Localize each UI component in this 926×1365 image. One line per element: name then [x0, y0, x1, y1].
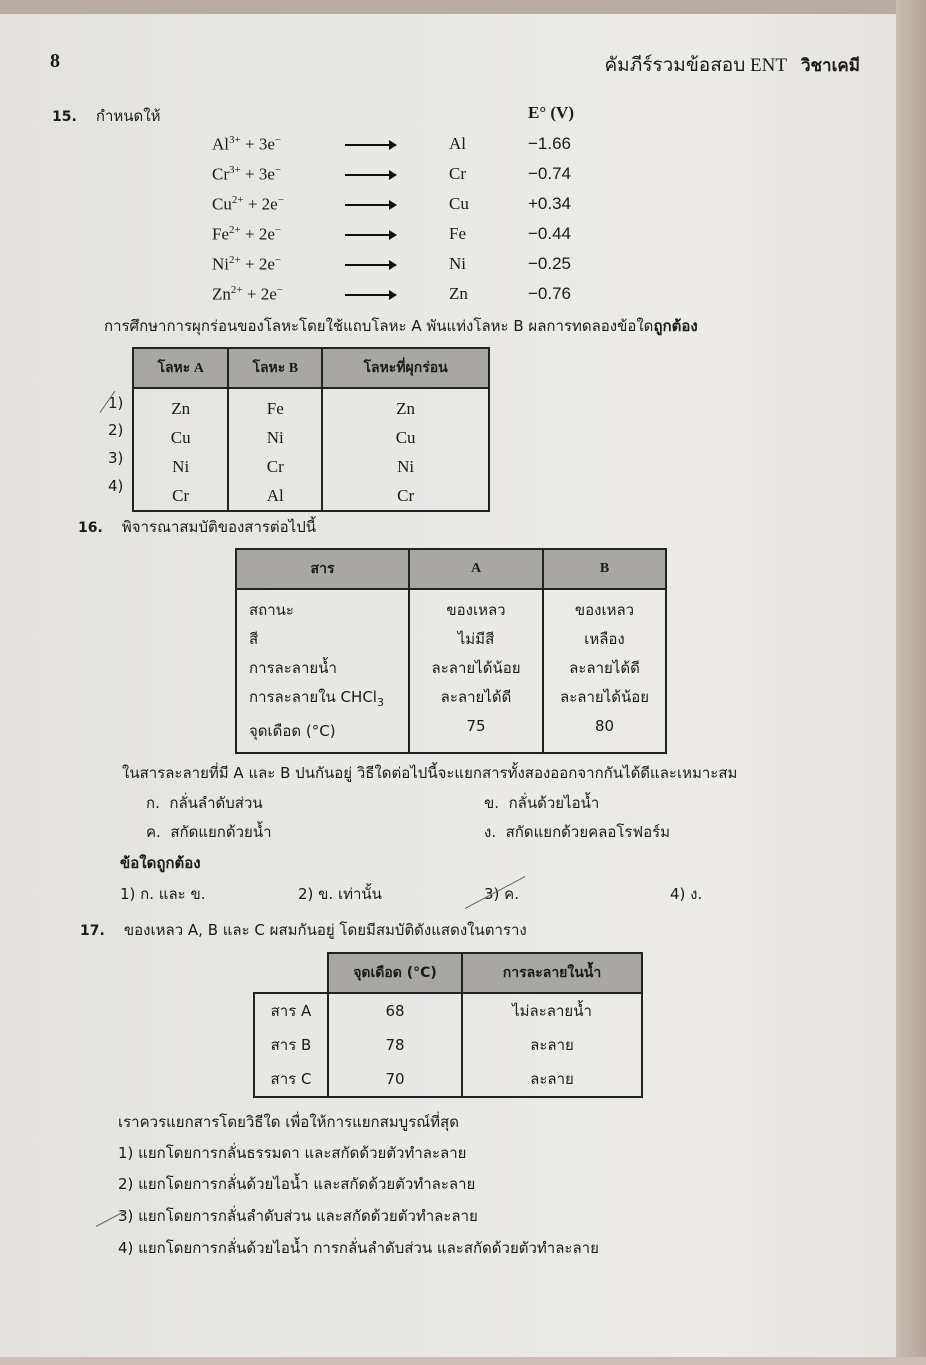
properties-table: [235, 548, 667, 754]
table-row: Zn Fe Zn: [133, 388, 489, 423]
choice-item[interactable]: 3) ค.: [484, 885, 519, 903]
choice-item[interactable]: 3) แยกโดยการกลั่นลำดับส่วน และสกัดด้วยตัวทำละลาย: [118, 1207, 478, 1225]
corrosion-table: [132, 347, 490, 512]
reaction-row: $Zn^{2+} + 2e^-$ Zn −0.76: [212, 284, 572, 304]
question-15-text: การศึกษาการผุกร่อนของโลหะโดยใช้แถบโลหะ A พันแท่งโลหะ B ผลการทดลองข้อใดถูกต้อง: [104, 317, 698, 335]
column-header: โลหะ A: [133, 348, 228, 388]
arrow-right-icon: [345, 294, 395, 296]
question-17-text: เราควรแยกสารโดยวิธีใด เพื่อให้การแยกสมบูรณ์ที่สุด: [118, 1113, 459, 1131]
question-16-prompt: ข้อใดถูกต้อง: [120, 854, 201, 872]
page-edge-bottom: [0, 1357, 926, 1365]
table-row: Cu Ni Cu: [133, 423, 489, 452]
table-row: สาร A 68 ไม่ละลายน้ำ: [254, 993, 642, 1028]
e0-column-header: E° (V): [528, 103, 574, 122]
question-lead: กำหนดให้: [95, 107, 161, 125]
choice-label[interactable]: 3): [108, 449, 124, 467]
statement-item: ค. สกัดแยกด้วยน้ำ: [146, 823, 272, 841]
question-number: 16.: [78, 520, 103, 536]
question-number: 15.: [52, 109, 77, 125]
substance-a-values: ของเหลว ไม่มีสี ละลายได้น้อย ละลายได้ดี 75: [409, 589, 543, 753]
column-header: A: [409, 549, 543, 589]
question-16-text: ในสารละลายที่มี A และ B ปนกันอยู่ วิธีใดต่อไปนี้จะแยกสารทั้งสองออกจากกันได้ดีและเหมาะสม: [122, 764, 738, 782]
subject-label: วิชาเคมี: [800, 56, 860, 76]
emphasis: ถูกต้อง: [653, 317, 698, 335]
table-row: สาร C 70 ละลาย: [254, 1062, 642, 1097]
statement-item: ข. กลั่นด้วยไอน้ำ: [484, 794, 600, 812]
column-header: โลหะที่ผุกร่อน: [322, 348, 489, 388]
column-header: B: [543, 549, 666, 589]
substance-b-values: ของเหลว เหลือง ละลายได้ดี ละลายได้น้อย 80: [543, 589, 666, 753]
column-header: สาร: [236, 549, 409, 589]
choice-item[interactable]: 1) ก. และ ข.: [120, 885, 206, 903]
question-17-heading: [80, 918, 527, 942]
column-header: จุดเดือด (°C): [328, 953, 462, 993]
choice-item[interactable]: 4) แยกโดยการกลั่นด้วยไอน้ำ การกลั่นลำดับส่วน และสกัดด้วยตัวทำละลาย: [118, 1239, 599, 1257]
reaction-row: $Fe^{2+} + 2e^-$ Fe −0.44: [212, 224, 572, 244]
mixture-table: [253, 952, 643, 1098]
table-row: Cr Al Cr: [133, 481, 489, 511]
choice-label[interactable]: 4): [108, 477, 124, 495]
running-header: [604, 50, 860, 80]
arrow-right-icon: [345, 204, 395, 206]
choice-item[interactable]: 4) ง.: [670, 885, 703, 903]
question-16-heading: [78, 515, 316, 539]
table-row: Ni Cr Ni: [133, 452, 489, 481]
arrow-right-icon: [345, 174, 395, 176]
book-title: คัมภีร์รวมข้อสอบ ENT: [604, 55, 787, 76]
column-header: การละลายในน้ำ: [462, 953, 642, 993]
reaction-row: $Al^{3+} + 3e^-$ Al −1.66: [212, 134, 572, 154]
property-labels: สถานะ สี การละลายน้ำ การละลายใน CHCl$_3$ จุดเดือด (°C): [236, 589, 409, 753]
reaction-row: $Cr^{3+} + 3e^-$ Cr −0.74: [212, 164, 572, 184]
arrow-right-icon: [345, 144, 395, 146]
page-number: 8: [50, 50, 60, 72]
question-number: 17.: [80, 923, 105, 939]
column-header: โลหะ B: [228, 348, 322, 388]
choice-label[interactable]: 1): [108, 394, 124, 412]
page-edge-right: [896, 0, 926, 1365]
choice-item[interactable]: 2) แยกโดยการกลั่นด้วยไอน้ำ และสกัดด้วยตัวทำละลาย: [118, 1175, 476, 1193]
choice-item[interactable]: 1) แยกโดยการกลั่นธรรมดา และสกัดด้วยตัวทำละลาย: [118, 1144, 467, 1162]
statement-item: ก. กลั่นลำดับส่วน: [146, 794, 263, 812]
choice-item[interactable]: 2) ข. เท่านั้น: [298, 885, 382, 903]
question-lead: พิจารณาสมบัติของสารต่อไปนี้: [121, 518, 316, 536]
arrow-right-icon: [345, 264, 395, 266]
statement-item: ง. สกัดแยกด้วยคลอโรฟอร์ม: [484, 823, 671, 841]
table-row: [236, 589, 666, 753]
question-lead: ของเหลว A, B และ C ผสมกันอยู่ โดยมีสมบัติดังแสดงในตาราง: [123, 921, 527, 939]
table-row: สาร B 78 ละลาย: [254, 1028, 642, 1062]
reaction-row: $Cu^{2+} + 2e^-$ Cu +0.34: [212, 194, 572, 214]
choice-label[interactable]: 2): [108, 421, 124, 439]
arrow-right-icon: [345, 234, 395, 236]
reaction-row: $Ni^{2+} + 2e^-$ Ni −0.25: [212, 254, 572, 274]
question-15-heading: [52, 104, 161, 128]
